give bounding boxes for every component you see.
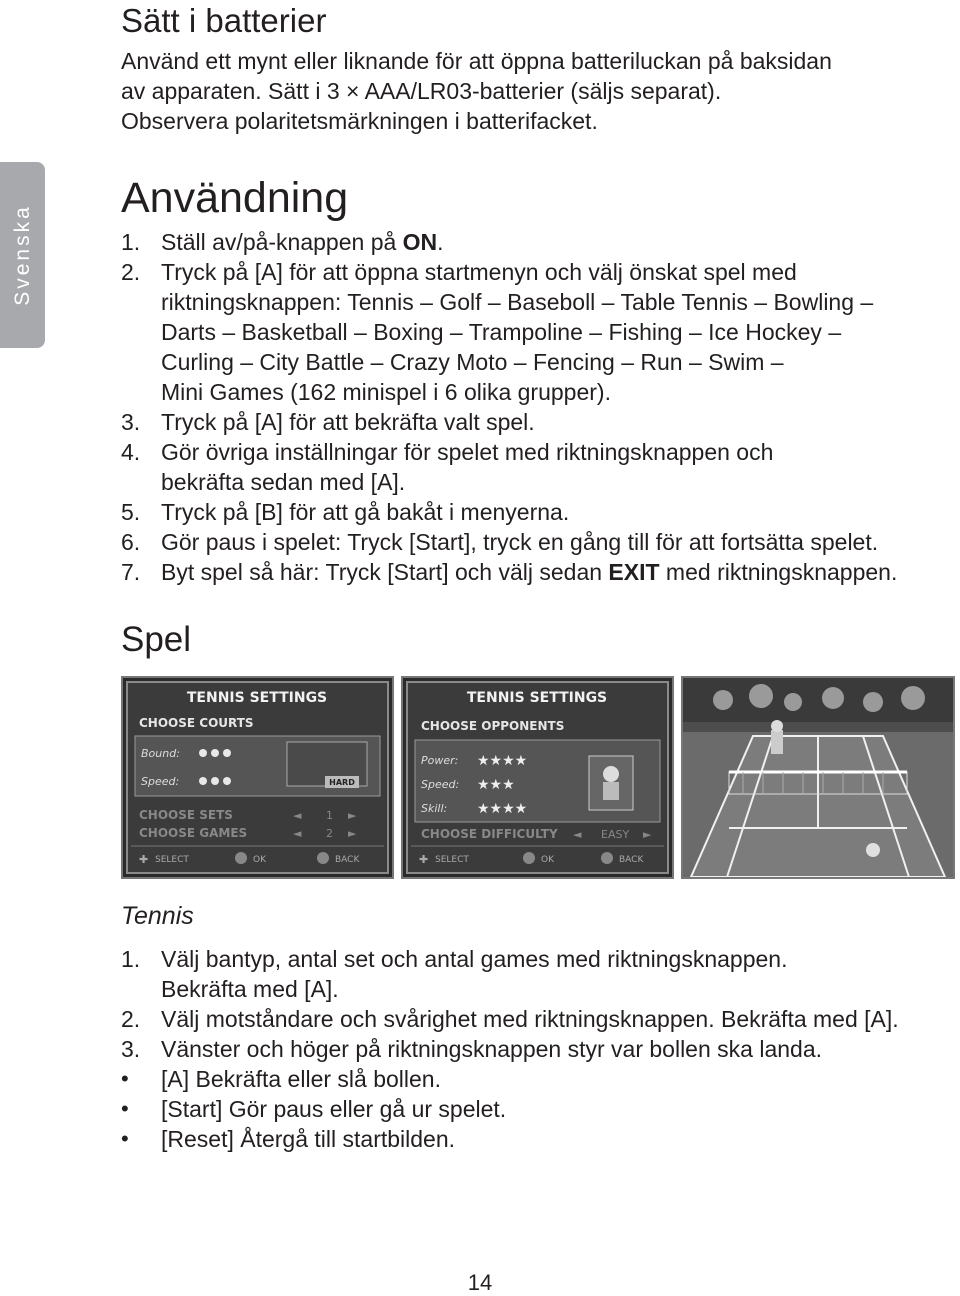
games-heading: Spel — [121, 620, 192, 659]
step-number: 5. — [121, 499, 141, 525]
bullet-text: [Start] Gör paus eller gå ur spelet. — [161, 1096, 507, 1122]
tennis-bullet — [121, 1064, 941, 1094]
bullet-text: [A] Bekräfta eller slå bollen. — [161, 1066, 441, 1092]
tennis-bullet — [121, 1124, 941, 1154]
step-number: 1. — [121, 229, 141, 255]
star-rating-icon: ★★★★ — [477, 801, 528, 817]
usage-step — [121, 437, 941, 497]
step-line: Välj bantyp, antal set och antal games med riktningsknappen. — [161, 946, 788, 972]
step-number: 2. — [121, 259, 141, 285]
step-line: Gör övriga inställningar för spelet med riktningsknappen och — [161, 439, 774, 465]
step-line: Tryck på [A] för att bekräfta valt spel. — [161, 409, 535, 435]
arrow-right-icon: ► — [643, 828, 652, 841]
step-line: Mini Games (162 minispel i 6 olika grupper). — [161, 379, 611, 405]
usage-step — [121, 497, 941, 527]
step-line: Välj motståndare och svårighet med riktningsknappen. Bekräfta med [A]. — [161, 1006, 899, 1032]
tennis-ball-icon — [866, 843, 880, 857]
step-line: bekräfta sedan med [A]. — [161, 469, 406, 495]
step-line: Tryck på [A] för att öppna startmenyn och välj önskat spel med — [161, 259, 797, 285]
usage-step — [121, 257, 941, 407]
battery-text — [121, 46, 832, 136]
page-number: 14 — [467, 1270, 493, 1295]
step-emphasis: ON — [402, 229, 438, 255]
screen-subtitle: CHOOSE OPPONENTS — [421, 719, 565, 733]
star-rating-icon: ★★★★ — [477, 753, 528, 769]
language-tab — [0, 162, 45, 348]
tennis-step — [121, 1004, 941, 1034]
battery-text-line: Använd ett mynt eller liknande för att öppna batteriluckan på baksidan — [121, 48, 832, 74]
usage-steps — [121, 227, 941, 587]
arrow-left-icon: ◄ — [293, 809, 302, 822]
button-hint: OK — [541, 855, 554, 865]
step-text: Byt spel så här: Tryck [Start] och välj sedan — [161, 559, 609, 585]
step-line: riktningsknappen: Tennis – Golf – Baseboll – Table Tennis – Bowling – — [161, 289, 874, 315]
setting-label: Speed: — [141, 775, 180, 788]
usage-step — [121, 527, 941, 557]
tennis-heading: Tennis — [121, 902, 194, 930]
court-badge: HARD — [329, 778, 355, 787]
star-rating-icon: ★★★ — [477, 777, 515, 793]
arrow-right-icon: ► — [348, 827, 357, 840]
step-line: Curling – City Battle – Crazy Moto – Fencing – Run – Swim – — [161, 349, 784, 375]
step-emphasis: EXIT — [608, 559, 660, 585]
language-tab-label: Svenska — [10, 204, 34, 306]
step-number: 1. — [121, 946, 141, 972]
step-number: 4. — [121, 439, 141, 465]
opponent-player — [771, 730, 783, 754]
bullet-icon: • — [121, 1096, 129, 1121]
step-number: 2. — [121, 1006, 141, 1032]
button-hint: OK — [253, 855, 266, 865]
option-value: EASY — [601, 828, 630, 841]
battery-heading: Sätt i batterier — [121, 2, 327, 39]
back-button-icon — [317, 852, 329, 864]
screen-subtitle: CHOOSE COURTS — [139, 716, 254, 730]
tennis-step — [121, 944, 941, 1004]
opponent-settings-image — [403, 678, 672, 877]
bullet-text: [Reset] Återgå till startbilden. — [161, 1126, 456, 1152]
step-text: Ställ av/på-knappen på — [161, 229, 403, 255]
option-value: 1 — [326, 809, 333, 822]
button-hint: BACK — [619, 855, 644, 865]
usage-step — [121, 227, 941, 257]
step-line: Vänster och höger på riktningsknappen styr var bollen ska landa. — [161, 1036, 823, 1062]
step-line: Bekräfta med [A]. — [161, 976, 339, 1002]
button-hint: BACK — [335, 855, 360, 865]
screen-title: TENNIS SETTINGS — [466, 690, 608, 706]
battery-text-line: av apparaten. Sätt i 3 × AAA/LR03-batterier (säljs separat). — [121, 78, 722, 104]
ok-button-icon — [235, 852, 247, 864]
back-button-icon — [601, 852, 613, 864]
step-line: Darts – Basketball – Boxing – Trampoline – Fishing – Ice Hockey – — [161, 319, 842, 345]
bullet-icon: • — [121, 1126, 129, 1151]
usage-step — [121, 557, 941, 587]
screen-title: TENNIS SETTINGS — [186, 690, 328, 706]
option-label: CHOOSE GAMES — [139, 826, 248, 840]
tennis-bullet — [121, 1094, 941, 1124]
setting-label: Power: — [421, 754, 459, 767]
usage-step — [121, 407, 941, 437]
option-label: CHOOSE DIFFICULTY — [421, 827, 558, 841]
step-number: 6. — [121, 529, 141, 555]
arrow-right-icon: ► — [348, 809, 357, 822]
step-number: 3. — [121, 409, 141, 435]
setting-label: Speed: — [421, 778, 460, 791]
screenshot-opponent-settings — [401, 676, 674, 879]
arrow-left-icon: ◄ — [573, 828, 582, 841]
dpad-icon: ✚ — [419, 853, 429, 866]
option-value: 2 — [326, 827, 333, 840]
dpad-icon: ✚ — [139, 853, 149, 866]
arrow-left-icon: ◄ — [293, 827, 302, 840]
court-settings-image — [123, 678, 392, 877]
step-number: 7. — [121, 559, 141, 585]
step-text: . — [437, 229, 444, 255]
option-label: CHOOSE SETS — [139, 808, 233, 822]
step-number: 3. — [121, 1036, 141, 1062]
button-hint: SELECT — [435, 855, 469, 865]
tennis-court-image — [683, 678, 953, 877]
step-text: med riktningsknappen. — [659, 559, 898, 585]
battery-text-line: Observera polaritetsmärkningen i batterifacket. — [121, 108, 598, 134]
tennis-step — [121, 1034, 941, 1064]
step-line: Tryck på [B] för att gå bakåt i menyerna. — [161, 499, 570, 525]
screenshot-tennis-court — [681, 676, 955, 879]
ok-button-icon — [523, 852, 535, 864]
bullet-icon: • — [121, 1066, 129, 1091]
tennis-steps — [121, 944, 941, 1154]
setting-label: Bound: — [141, 747, 180, 760]
screenshot-court-settings — [121, 676, 394, 879]
button-hint: SELECT — [155, 855, 189, 865]
usage-heading: Användning — [121, 174, 349, 222]
step-line: Gör paus i spelet: Tryck [Start], tryck en gång till för att fortsätta spelet. — [161, 529, 879, 555]
setting-label: Skill: — [421, 802, 448, 815]
